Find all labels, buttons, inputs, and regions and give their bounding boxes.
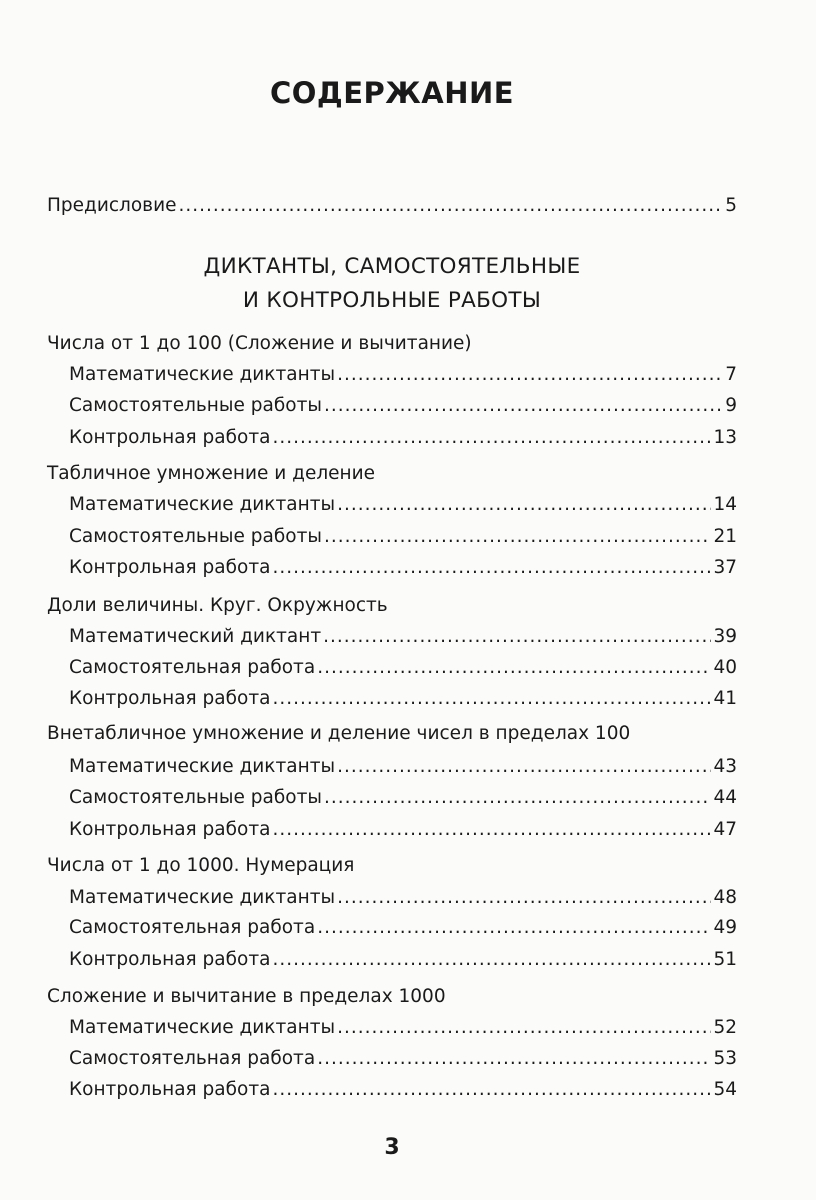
toc-entry xyxy=(69,523,737,551)
part-title-line-2: И КОНТРОЛЬНЫЕ РАБОТЫ xyxy=(242,288,542,313)
entry-label: Самостоятельные работы xyxy=(69,395,322,416)
entry-page: 40 xyxy=(713,657,737,678)
entry-label: Контрольная работа xyxy=(69,949,271,970)
dot-leader xyxy=(178,192,723,220)
entry-page: 39 xyxy=(713,626,737,647)
dot-leader xyxy=(324,784,711,812)
dot-leader xyxy=(272,946,711,974)
entry-label: Математические диктанты xyxy=(69,364,336,385)
entry-label: Контрольная работа xyxy=(69,557,271,578)
dot-leader xyxy=(272,1076,711,1104)
entry-page: 53 xyxy=(713,1048,737,1069)
toc-entry xyxy=(69,1045,737,1073)
dot-leader xyxy=(272,816,711,844)
entry-label: Контрольная работа xyxy=(69,1079,271,1100)
entry-page: 47 xyxy=(713,819,737,840)
entry-label: Математические диктанты xyxy=(69,1017,336,1038)
entry-label: Контрольная работа xyxy=(69,688,271,709)
dot-leader xyxy=(324,523,711,551)
entry-label: Предисловие xyxy=(47,195,177,216)
entry-page: 7 xyxy=(725,364,737,385)
dot-leader xyxy=(317,1045,711,1073)
entry-page: 14 xyxy=(713,494,737,515)
entry-label: Самостоятельные работы xyxy=(69,526,322,547)
entry-page: 54 xyxy=(713,1079,737,1100)
entry-page: 21 xyxy=(713,526,737,547)
dot-leader xyxy=(272,685,711,713)
entry-label: Контрольная работа xyxy=(69,819,271,840)
toc-entry xyxy=(69,654,737,682)
toc-entry xyxy=(69,1076,737,1104)
section-title: Числа от 1 до 1000. Нумерация xyxy=(47,855,355,876)
entry-page: 43 xyxy=(713,756,737,777)
entry-label: Математические диктанты xyxy=(69,756,336,777)
toc-entry xyxy=(69,554,737,582)
entry-page: 9 xyxy=(725,395,737,416)
part-title xyxy=(47,250,737,318)
toc-entry xyxy=(69,816,737,844)
toc-entry xyxy=(69,491,737,519)
section-title: Числа от 1 до 100 (Сложение и вычитание) xyxy=(47,333,472,354)
entry-page: 48 xyxy=(713,887,737,908)
dot-leader xyxy=(337,753,711,781)
toc-entry xyxy=(69,946,737,974)
entry-label: Самостоятельная работа xyxy=(69,1048,316,1069)
toc-entry xyxy=(69,685,737,713)
entry-page: 41 xyxy=(713,688,737,709)
toc-entry xyxy=(69,884,737,912)
dot-leader xyxy=(337,1014,711,1042)
entry-label: Математические диктанты xyxy=(69,887,336,908)
toc-entry xyxy=(69,424,737,452)
entry-page: 13 xyxy=(713,427,737,448)
dot-leader xyxy=(272,554,711,582)
section-title: Доли величины. Круг. Окружность xyxy=(47,595,388,616)
section-title: Внетабличное умножение и деление чисел в пределах 100 xyxy=(47,723,631,744)
entry-label: Контрольная работа xyxy=(69,427,271,448)
toc-entry xyxy=(69,1014,737,1042)
toc-entry xyxy=(69,753,737,781)
dot-leader xyxy=(323,623,711,651)
entry-page: 44 xyxy=(713,787,737,808)
dot-leader xyxy=(337,491,711,519)
entry-label: Самостоятельная работа xyxy=(69,657,316,678)
dot-leader xyxy=(317,654,711,682)
entry-page: 5 xyxy=(725,195,737,216)
entry-page: 49 xyxy=(713,917,737,938)
toc-entry xyxy=(69,623,737,651)
toc-entry xyxy=(69,914,737,942)
page-number: 3 xyxy=(384,1135,400,1160)
entry-page: 51 xyxy=(713,949,737,970)
part-title-line-1: ДИКТАНТЫ, САМОСТОЯТЕЛЬНЫЕ xyxy=(203,254,581,279)
entry-page: 37 xyxy=(713,557,737,578)
entry-label: Математические диктанты xyxy=(69,494,336,515)
toc-heading: СОДЕРЖАНИЕ xyxy=(269,76,515,110)
entry-page: 52 xyxy=(713,1017,737,1038)
entry-label: Математический диктант xyxy=(69,626,322,647)
entry-label: Самостоятельные работы xyxy=(69,787,322,808)
dot-leader xyxy=(337,884,711,912)
toc-entry xyxy=(69,784,737,812)
toc-entry xyxy=(69,392,737,420)
section-title: Табличное умножение и деление xyxy=(47,463,376,484)
toc-entry xyxy=(69,361,737,389)
section-title: Сложение и вычитание в пределах 1000 xyxy=(47,986,446,1007)
dot-leader xyxy=(272,424,711,452)
dot-leader xyxy=(317,914,711,942)
dot-leader xyxy=(324,392,723,420)
entry-label: Самостоятельная работа xyxy=(69,917,316,938)
toc-entry-preface xyxy=(47,192,737,220)
dot-leader xyxy=(337,361,723,389)
